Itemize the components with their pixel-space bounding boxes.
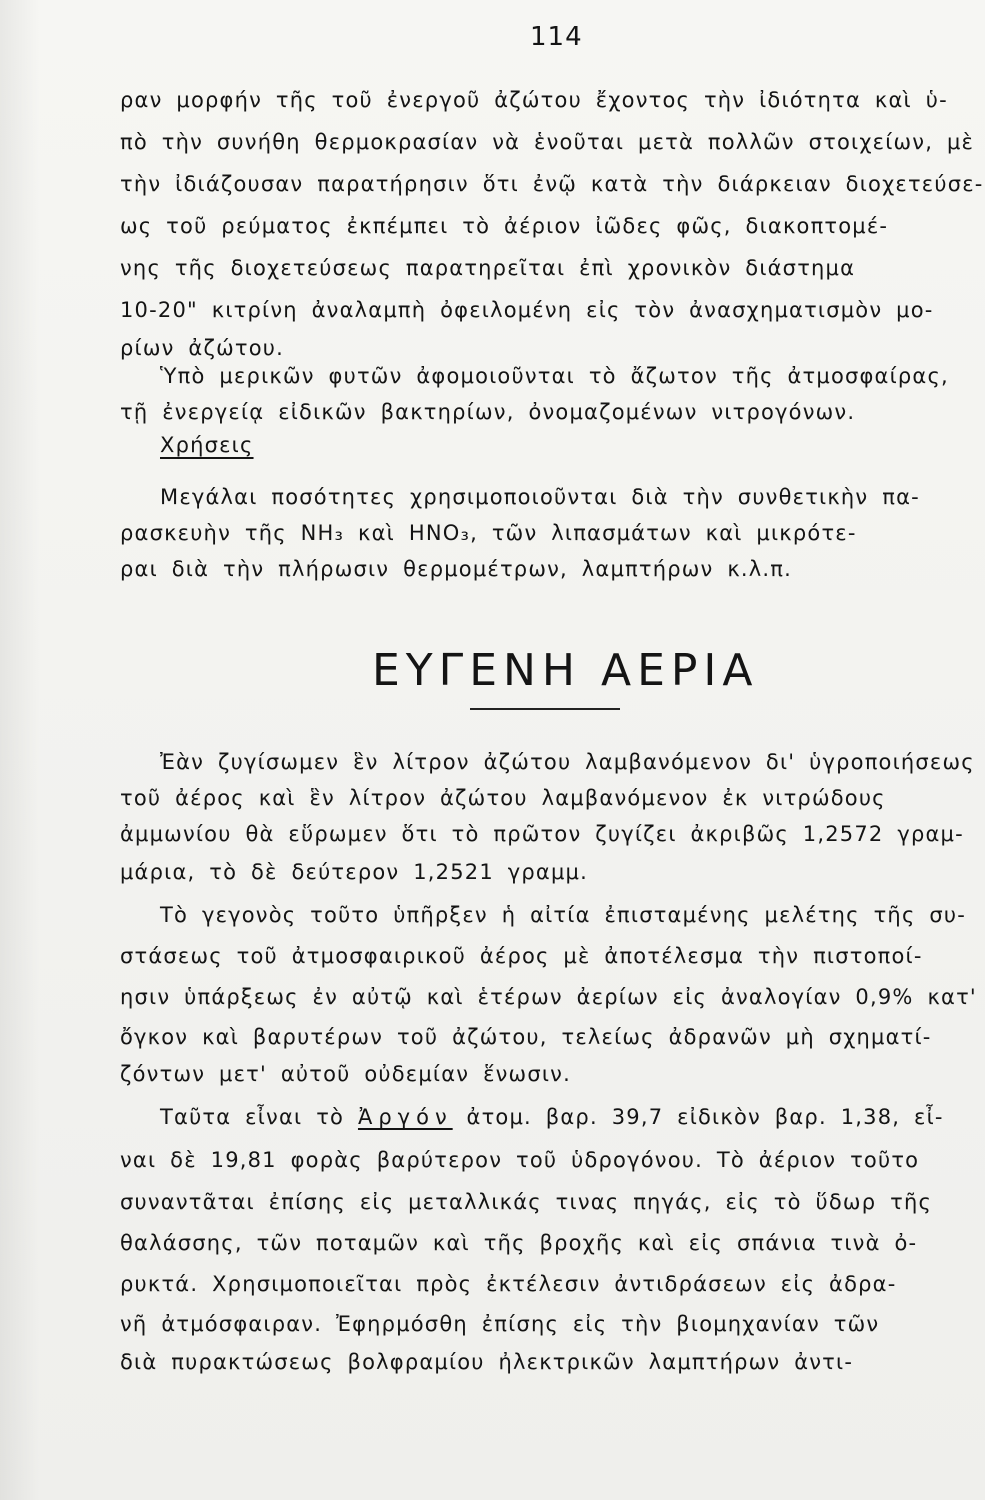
text-line: 10-20" κιτρίνη ἀναλαμπὴ ὀφειλομένη εἰς τὸν ἀνασχηματισμὸν μο- bbox=[120, 298, 934, 322]
title-underline bbox=[470, 708, 620, 710]
text-line: Μεγάλαι ποσότητες χρησιμοποιοῦνται διὰ τὴν συνθετικὴν πα- bbox=[160, 485, 920, 509]
argon-intro-line bbox=[160, 1105, 950, 1129]
text-line: ως τοῦ ρεύματος ἐκπέμπει τὸ ἀέριον ἰῶδες φῶς, διακοπτομέ- bbox=[120, 214, 889, 238]
text-line: τοῦ ἀέρος καὶ ἓν λίτρον ἀζώτου λαμβανόμενον ἐκ νιτρώδους bbox=[120, 786, 886, 810]
page-number: 114 bbox=[530, 22, 583, 52]
text-line: ραν μορφήν τῆς τοῦ ἐνεργοῦ ἀζώτου ἔχοντος τὴν ἰδιότητα καὶ ὑ- bbox=[120, 88, 948, 112]
argon-word: Ἀργόν bbox=[357, 1105, 453, 1129]
text-line: ὄγκον καὶ βαρυτέρων τοῦ ἀζώτου, τελείως ἀδρανῶν μὴ σχηματί- bbox=[120, 1025, 932, 1049]
text-line: Ὑπὸ μερικῶν φυτῶν ἀφομοιοῦνται τὸ ἄζωτον τῆς ἀτμοσφαίρας, bbox=[160, 364, 949, 388]
text-line: ἀμμωνίου θὰ εὕρωμεν ὅτι τὸ πρῶτον ζυγίζει ἀκριβῶς 1,2572 γραμ- bbox=[120, 822, 964, 846]
text-line: Τὸ γεγονὸς τοῦτο ὑπῆρξεν ἡ αἰτία ἐπισταμένης μελέτης τῆς συ- bbox=[160, 903, 966, 927]
text-line: νῆ ἀτμόσφαιραν. Ἐφηρμόσθη ἐπίσης εἰς τὴν βιομηχανίαν τῶν bbox=[120, 1312, 880, 1336]
text-line: τῇ ἐνεργείᾳ εἰδικῶν βακτηρίων, ὀνομαζομένων νιτρογόνων. bbox=[120, 400, 856, 424]
text-line: στάσεως τοῦ ἀτμοσφαιρικοῦ ἀέρος μὲ ἀποτέλεσμα τὴν πιστοποί- bbox=[120, 944, 923, 968]
text-line: ρίων ἀζώτου. bbox=[120, 336, 284, 360]
text-line: ρασκευὴν τῆς NH₃ καὶ HNO₃, τῶν λιπασμάτων καὶ μικρότε- bbox=[120, 521, 857, 545]
text-line: ρυκτά. Χρησιμοποιεῖται πρὸς ἐκτέλεσιν ἀντιδράσεων εἰς ἀδρα- bbox=[120, 1272, 897, 1296]
text-line: ησιν ὑπάρξεως ἐν αὐτῷ καὶ ἑτέρων ἀερίων εἰς ἀναλογίαν 0,9% κατ' bbox=[120, 985, 977, 1009]
text-line: θαλάσσης, τῶν ποταμῶν καὶ τῆς βροχῆς καὶ εἰς σπάνια τινὰ ὀ- bbox=[120, 1231, 918, 1255]
text-line: ραι διὰ τὴν πλήρωσιν θερμομέτρων, λαμπτήρων κ.λ.π. bbox=[120, 557, 793, 581]
text-line: νης τῆς διοχετεύσεως παρατηρεῖται ἐπὶ χρονικὸν διάστημα bbox=[120, 256, 856, 280]
section-title: ΕΥΓΕΝΗ ΑΕΡΙΑ bbox=[372, 645, 759, 696]
argon-line-suffix: ἀτομ. βαρ. 39,7 εἰδικὸν βαρ. 1,38, εἶ- bbox=[452, 1105, 944, 1129]
text-line: πὸ τὴν συνήθη θερμοκρασίαν νὰ ἑνοῦται μετὰ πολλῶν στοιχείων, μὲ bbox=[120, 130, 975, 154]
text-line: ζόντων μετ' αὐτοῦ οὐδεμίαν ἕνωσιν. bbox=[120, 1062, 571, 1086]
text-line: συναντᾶται ἐπίσης εἰς μεταλλικάς τινας πηγάς, εἰς τὸ ὕδωρ τῆς bbox=[120, 1190, 932, 1214]
text-line: διὰ πυρακτώσεως βολφραμίου ἠλεκτρικῶν λαμπτήρων ἀντι- bbox=[120, 1350, 854, 1374]
text-line: Ἐὰν ζυγίσωμεν ἓν λίτρον ἀζώτου λαμβανόμενον δι' ὑγροποιήσεως bbox=[160, 750, 975, 774]
argon-line-prefix: Ταῦτα εἶναι τὸ bbox=[160, 1105, 358, 1129]
text-line: μάρια, τὸ δὲ δεύτερον 1,2521 γραμμ. bbox=[120, 860, 588, 884]
uses-heading: Χρήσεις bbox=[160, 433, 254, 457]
text-line: τὴν ἰδιάζουσαν παρατήρησιν ὅτι ἐνῷ κατὰ τὴν διάρκειαν διοχετεύσε- bbox=[120, 172, 984, 196]
text-line: ναι δὲ 19,81 φορὰς βαρύτερον τοῦ ὑδρογόνου. Τὸ ἀέριον τοῦτο bbox=[120, 1148, 920, 1172]
